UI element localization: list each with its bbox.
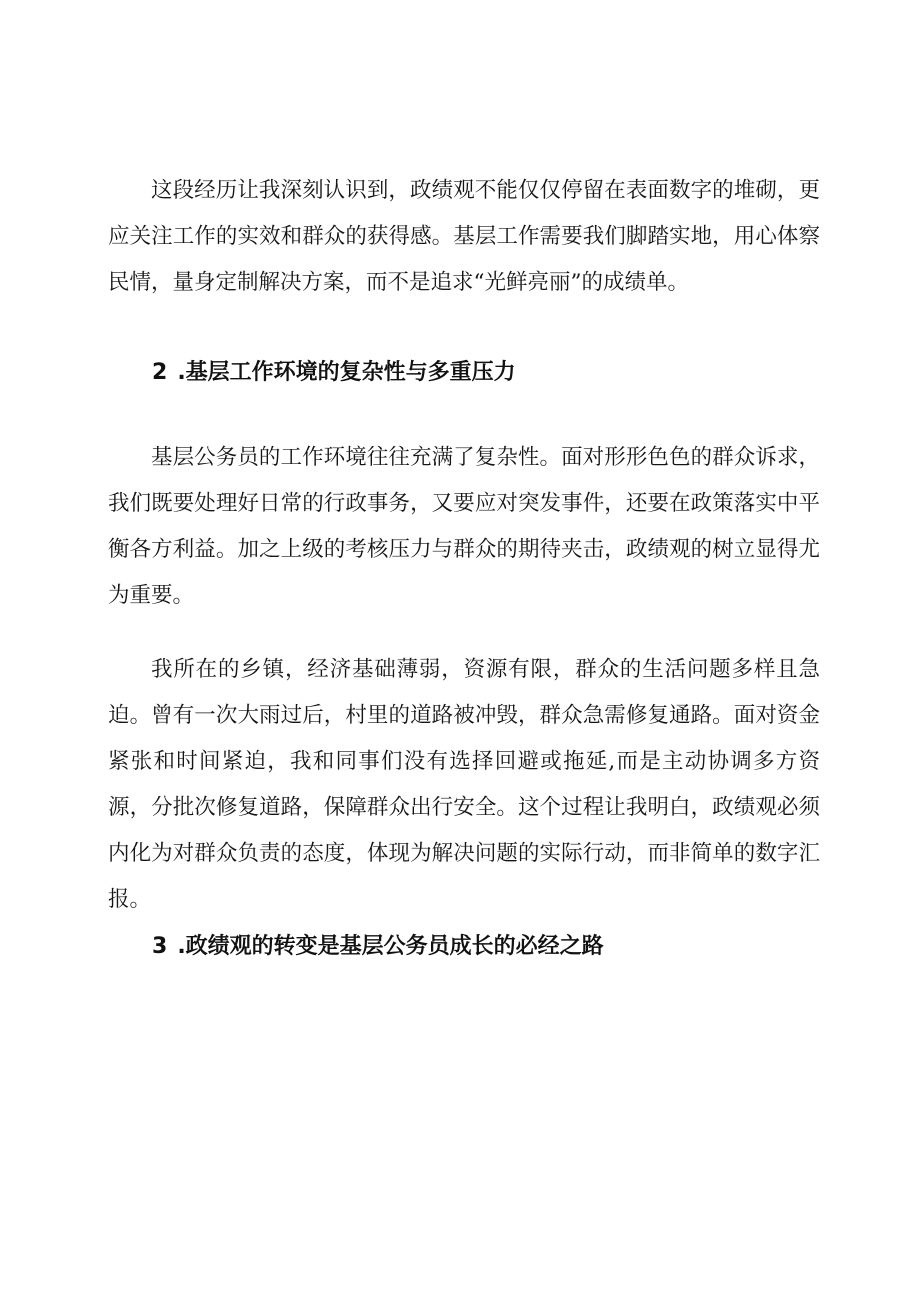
section-title: .基层工作环境的复杂性与多重压力 [177,360,516,385]
paragraph-performance-reflection: 这段经历让我深刻认识到，政绩观不能仅仅停留在表面数字的堆砌，更应关注工作的实效和群众的获得感。基层工作需要我们脚踏实地，用心体察民情，量身定制解决方案，而不是追求“光鲜亮丽”的成绩单。 [108,178,820,295]
section-number: 3 [152,934,168,959]
section-title: .政绩观的转变是基层公务员成长的必经之路 [177,934,604,959]
paragraph-township-experience: 我所在的乡镇，经济基础薄弱，资源有限，群众的生活问题多样且急迫。曾有一次大雨过后，村里的道路被冲毁，群众急需修复通路。面对资金紧张和时间紧迫，我和同事们没有选择回避或拖延,而是主动协调多方资源，分批次修复道路，保障群众出行安全。这个过程让我明白，政绩观必须内化为对群众负责的态度，体现为解决问题的实际行动，而非简单的数字汇报。 [108,657,820,912]
paragraph-work-environment: 基层公务员的工作环境往往充满了复杂性。面对形形色色的群众诉求，我们既要处理好日常的行政事务，又要应对突发事件，还要在政策落实中平衡各方利益。加之上级的考核压力与群众的期待夹击，政绩观的树立显得尤为重要。 [108,445,820,608]
section-heading-2 [152,358,516,388]
section-number: 2 [152,360,168,385]
section-heading-3 [152,932,604,962]
